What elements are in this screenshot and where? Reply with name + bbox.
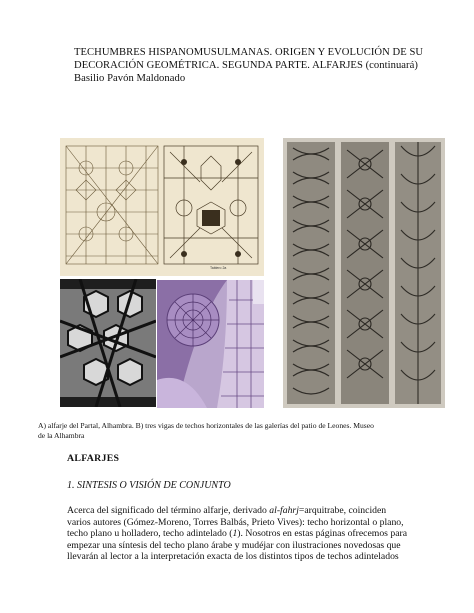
footnote-ref[interactable]: 1 [232,528,238,540]
partal-ceiling-photo [60,279,156,407]
three-beams-photo [283,138,445,408]
body-line-3-part-c: ). Nosotros en estas páginas ofrecemos para [237,528,408,540]
author-name: Basilio Pavón Maldonado [74,73,186,84]
figure-caption [38,421,448,441]
body-line-3-part-a: techo plano u holladero, techo adintelado ( [67,528,233,540]
section-subheading: 1. SINTESIS O VISIÓN DE CONJUNTO [67,480,231,491]
body-line-4: empezar una síntesis del techo plano árabe y mudéjar con ilustraciones novedosas que [67,539,401,551]
title-line-2: DECORACIÓN GEOMÉTRICA. SEGUNDA PARTE. ALFARJES (continuará) [74,60,418,71]
drawing-small-label: Tablero 2a [210,266,227,270]
body-line-1 [67,505,427,517]
body-line-2: varios autores (Gómez-Moreno, Torres Balbás, Prieto Vives): techo horizontal o plano, [67,516,404,528]
section-heading: ALFARJES [67,453,120,464]
document-header [74,46,424,85]
body-line-1-part-a: Acerca del significado del término alfarje, derivado [67,505,270,516]
geometric-drawings-photo [60,138,264,276]
term-al-fahrj: al-fahrj [269,505,299,516]
body-line-5: llevarán al lector a la interpretación exacta de los distintos tipos de techos adintelados [67,551,399,563]
caption-line-2: de la Alhambra [38,431,85,440]
body-line-1-part-c: =arquitrabe, coinciden [298,505,387,516]
title-line-1: TECHUMBRES HISPANOMUSULMANAS. ORIGEN Y EVOLUCIÓN DE SU [74,47,424,58]
body-paragraph [67,505,427,563]
caption-line-1: A) alfarje del Partal, Alhambra. B) tres vigas de techos horizontales de las galerías del patio de Leones. Museo [38,421,374,430]
purple-ceiling-photo [157,280,264,408]
body-line-3 [67,528,427,540]
